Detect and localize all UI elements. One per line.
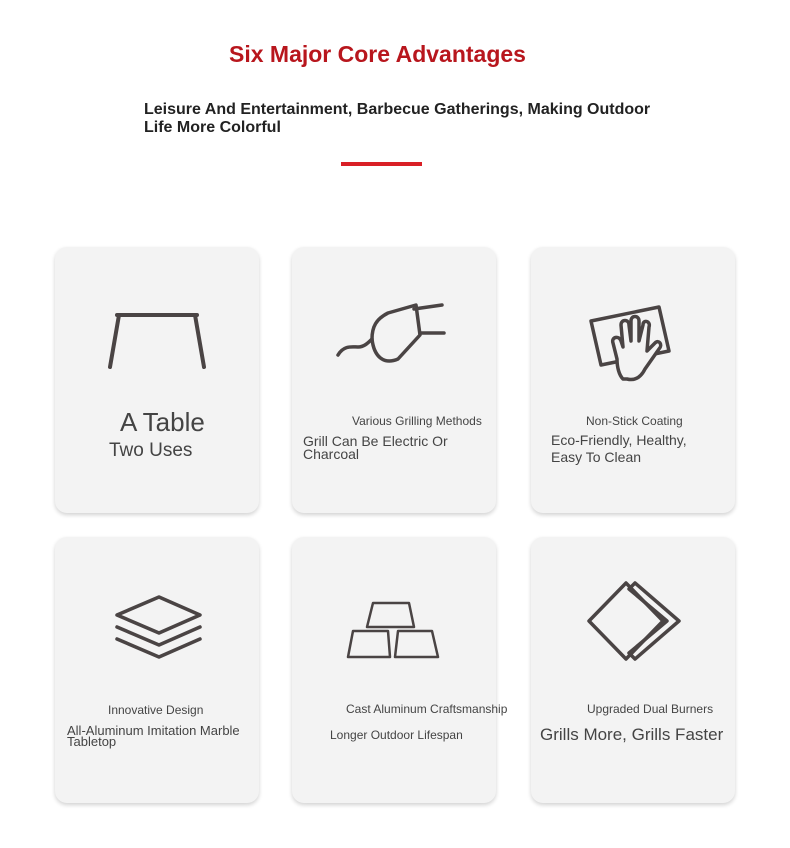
feature-card-burners <box>531 537 735 803</box>
feature-title: Non-Stick Coating <box>586 414 683 428</box>
feature-card-design <box>55 537 259 803</box>
feature-card-table <box>55 247 259 513</box>
feature-subtitle: Two Uses <box>109 440 193 461</box>
page-title: Six Major Core Advantages <box>229 41 526 67</box>
page-subtitle: Leisure And Entertainment, Barbecue Gatherings, Making Outdoor Life More Colorful <box>144 101 651 136</box>
feature-title: A Table <box>120 407 205 437</box>
feature-subtitle: Eco-Friendly, Healthy, Easy To Clean <box>551 432 687 465</box>
table-icon <box>55 247 259 513</box>
cleaning-hand-icon <box>531 247 735 513</box>
feature-title: Cast Aluminum Craftsmanship <box>346 702 508 716</box>
ingots-icon <box>292 537 496 803</box>
title-divider <box>341 162 422 166</box>
feature-title: Various Grilling Methods <box>352 414 482 428</box>
feature-subtitle: Grill Can Be Electric Or Charcoal <box>303 433 448 462</box>
feature-subtitle: Grills More, Grills Faster <box>540 725 724 744</box>
layers-icon <box>55 537 259 803</box>
feature-title: Innovative Design <box>108 703 204 717</box>
plug-icon <box>292 247 496 513</box>
feature-card-grilling <box>292 247 496 513</box>
feature-subtitle: Longer Outdoor Lifespan <box>330 728 463 742</box>
dual-burner-icon <box>531 537 735 803</box>
feature-title: Upgraded Dual Burners <box>587 702 714 716</box>
feature-subtitle: All-Aluminum Imitation Marble Tabletop <box>67 723 240 749</box>
feature-card-coating <box>531 247 735 513</box>
feature-card-craftsmanship <box>292 537 508 803</box>
